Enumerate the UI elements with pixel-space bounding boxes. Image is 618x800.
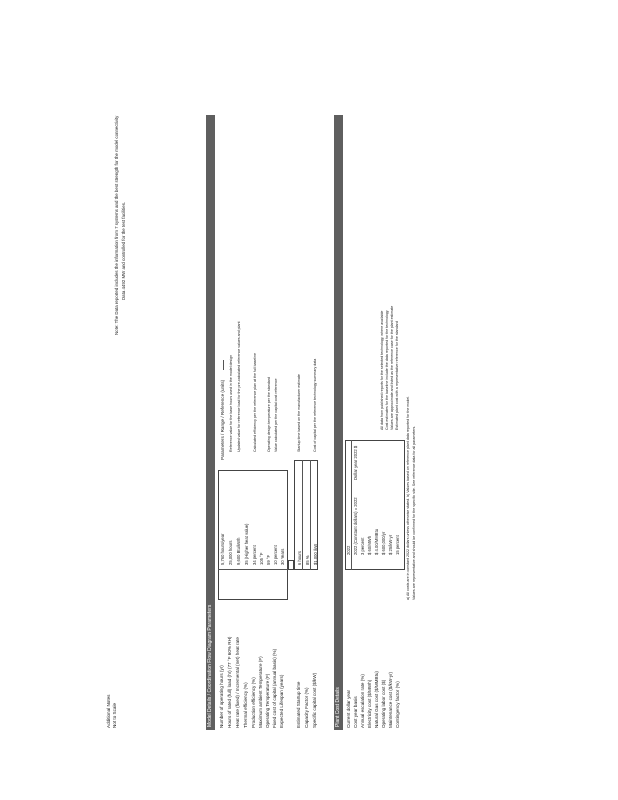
s2-value-1: 2022 (Constant dollars) = 2022 [353,497,358,555]
s2-footnote-1: a) All costs are in constant 2022 dollars unless otherwise stated. b) Values based on reference plant data reported for the model. [406,395,410,600]
s1-label-10: Estimated Startup time [296,681,301,728]
section2-rule [351,440,352,570]
s1-value-4: 34 percent [252,545,257,565]
s2-label-1: Cost year basis [353,696,358,728]
s2-note-1: Cost estimates for the baseline include the data reported for the technology [385,310,389,430]
s1-label-11: Capacity Factor (%) [304,687,309,728]
s1-note-4: Calculated efficiency per the reference plan at the full baseline [253,352,257,452]
s2-value-0: 2022 [346,545,351,555]
s2-label-0: Current dollar year [346,689,351,728]
s1-value-8: 30 Years [280,548,285,565]
s1-value-6: 59 °F [266,554,271,565]
s1-value-10: 6 hours [297,551,302,565]
top-note-line1: Note: The Data reported includes the information from 7 systems and the best strength for the model connectivity [114,115,119,335]
s1-value-3: 35 (Higher heat value) [244,523,249,565]
s2-value-7: 15 percent [395,535,400,555]
top-note-line2: Data 4492 MW and controlled for the test facilities. [121,201,126,300]
left-label-b: Not to Scale [112,702,117,728]
s1-label-8: Expected Lifespan (years) [279,674,284,728]
s1-note-2: Updated value for reference load for the pre-calculated reference values and plant [237,321,241,452]
section1-right-heading: Parameters / Range / Reference (units) [220,379,225,460]
s1-value-0: 5,760 hours/year [220,533,225,565]
s1-label-6: Operating Temperature (F) [265,673,270,728]
s1-label-4: Production efficiency (%) [251,677,256,728]
s1-label-12: Specific capital cost ($/kW) [312,672,317,728]
s2-note-3: Estimated plant cost with a representative reference for the standard [395,321,399,430]
right-heading-rule [223,360,224,370]
s2-footnote-2: Values are representative and should be confirmed for the specific site. See reference data for all parameters. [412,425,416,600]
rotated-document-page [98,90,416,730]
s1-label-1: Hours of rated (full) load (hr) (77 °F 60% RH) [227,636,232,728]
s2-extra-1: Dollar year 2022 $ [353,445,358,480]
s2-value-6: $ 25/kW-yr [388,534,393,555]
s2-note-2: Values are approximate and listed as the reference case for the plant estimate [390,305,394,430]
section1-col-divider [218,569,288,570]
s1-label-3: Thermal efficiency (%) [243,682,248,728]
s1-value-7: 10 percent [273,545,278,565]
s2-label-2: Annual escalation rate (%) [360,674,365,728]
s1-value-5: 105 °F [259,552,264,565]
section1-lower-table [294,460,318,570]
s1-note-12: Cost of capital per the reference technology summary data [313,358,317,452]
s1-note-7: Value calculated per the capital cost reference [274,378,278,452]
s2-note-0: All data from published reports for the selected technology, where available [380,310,384,430]
section1-header: Model Details / Coordination Flow Diagram Parameters [206,115,215,730]
s2-value-5: $ 600,000/yr [381,531,386,555]
s1-label-2: Heat rate (fixed) / Incremental (net) heat rate [235,637,240,728]
section1-table [218,470,288,600]
s1-note-10: Startup time based on the manufacturer estimate [297,374,301,452]
s2-label-7: Contingency factor (%) [395,681,400,728]
s2-label-6: Maintenance cost ($/kW-yr) [388,671,393,728]
section2-header: Plant Cost Details [334,115,343,730]
s1-value-2: 9,600 Btu/kWh [236,537,241,565]
s1-note-1: Reference value for the base hours used in the model design [229,354,233,452]
lower-table-rule-2 [310,460,311,570]
s2-label-3: Electricity cost ($/MWh) [367,679,372,728]
s2-label-5: Operating labor cost ($) [381,679,386,728]
s1-value-12: $1,000 /kW [313,543,318,565]
s1-label-5: Maximum ambient Temperature (F) [258,656,263,728]
left-label-a: Additional Notes [106,694,111,728]
s1-value-11: 85 % [305,555,310,565]
s2-value-3: $ 60/MWh [367,535,372,555]
s2-label-4: Natural Gas cost ($/MMBtu) [374,671,379,728]
s1-note-6: Operating design temperature per the standard [267,377,271,452]
s2-value-4: $ 4.00/MMBtu [374,528,379,555]
s1-label-7: Fixed cost of capital (annual basis) (%) [272,648,277,728]
lower-table-rule-1 [302,460,303,570]
s1-value-1: 25,000 hours [228,540,233,565]
s1-label-0: Number of operating hours (yr) [219,665,224,728]
s2-value-2: 3 percent [360,537,365,555]
